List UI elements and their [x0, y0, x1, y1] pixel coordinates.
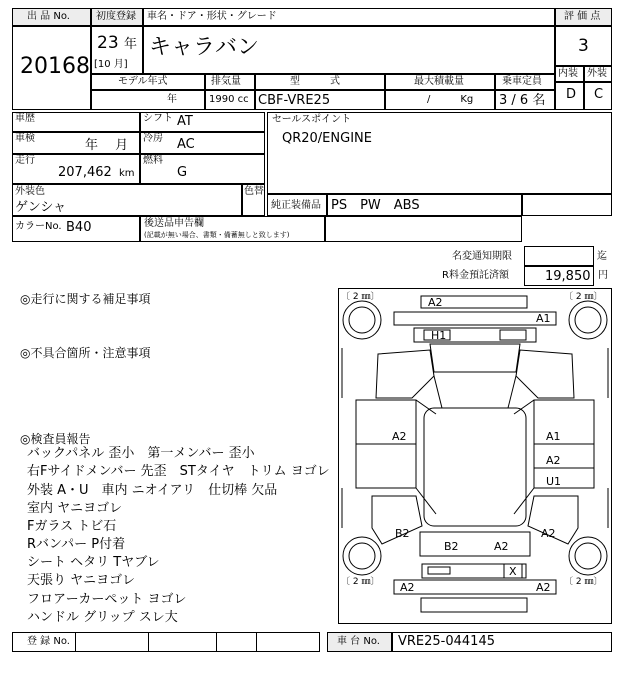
- model-year-label: モデル年式: [118, 76, 168, 87]
- score: 3: [578, 36, 589, 56]
- mileage-label: 走行: [15, 155, 35, 166]
- ac-label: 冷房: [143, 133, 163, 144]
- history-label: 車歴: [15, 113, 35, 124]
- shift: AT: [177, 114, 193, 129]
- report-line: 天張り ヤニヨゴレ: [27, 573, 136, 588]
- mark-left-front-door: A2: [392, 430, 407, 443]
- cabin-outline-part: [376, 350, 434, 398]
- mileage-unit: km: [119, 168, 135, 179]
- docs-label: 後送品申告欄: [144, 218, 204, 229]
- mark-rear-bumper-right: A2: [536, 581, 551, 594]
- rear-bumper-part: [394, 580, 556, 594]
- mark-back-glass: X: [509, 565, 517, 578]
- recycle-unit: 円: [598, 270, 608, 281]
- exterior-label: 外装: [587, 68, 607, 79]
- mark-back-door-right: A2: [494, 540, 509, 553]
- back-door-part: [420, 532, 530, 556]
- reg-no-divider: [75, 632, 76, 652]
- report-line: 右Fサイドメンバー 先歪 STタイヤ トリム ヨゴレ: [27, 464, 330, 479]
- sales-point-label: セールスポイント: [272, 114, 352, 125]
- mark-rear-bumper-left: A2: [400, 581, 415, 594]
- fuel: G: [177, 165, 188, 180]
- equipment-label: 純正装備品: [271, 200, 321, 211]
- equipment: PS PW ABS: [331, 198, 420, 213]
- lot-no: 20168: [20, 54, 90, 79]
- type: CBF-VRE25: [258, 93, 331, 108]
- score-label: 評 価 点: [564, 11, 601, 22]
- tire-depth-bottom-right: 〔 2 ㎜〕: [564, 577, 603, 587]
- tire-depth-top-left: 〔 2 ㎜〕: [341, 292, 380, 302]
- report-line: Fガラス トビ石: [27, 519, 117, 534]
- first-reg-month: [10 月]: [94, 59, 128, 70]
- driving-label: ◎走行に関する補足事項: [20, 292, 151, 306]
- notice-box: [524, 246, 594, 266]
- report-line: シート ヘタリ Tヤブレ: [27, 555, 160, 570]
- mark-right-rear-door-2: U1: [546, 475, 562, 488]
- hood-part: [430, 344, 520, 372]
- fuel-label: 燃料: [143, 155, 163, 166]
- equipment-extra-cell: [522, 194, 612, 216]
- model-year-cell: [91, 90, 205, 110]
- report-line: フロアーカーペット ヨゴレ: [27, 592, 187, 607]
- color-no-label: カラーNo.: [15, 221, 62, 232]
- mark-front-bumper: A2: [428, 296, 443, 309]
- chassis-no: VRE25-044145: [398, 634, 495, 649]
- color: ゲンシャ: [15, 200, 67, 215]
- max-load: / Kg: [427, 94, 474, 105]
- docs-note: (記載が無い場合、書類・備蓄無しと致します): [144, 231, 290, 239]
- capacity: 3 / 6 名: [499, 93, 546, 108]
- recycle: 19,850: [545, 269, 591, 284]
- displacement-label: 排気量: [211, 76, 241, 87]
- report-line: 室内 ヤニヨゴレ: [27, 501, 123, 516]
- front-grille-part: [394, 312, 556, 325]
- first-reg-label: 初度登録: [96, 11, 136, 22]
- exterior-grade: C: [594, 87, 604, 102]
- mark-right-rear-quarter: A2: [541, 527, 556, 540]
- mark-left-rear-quarter: B2: [395, 527, 410, 540]
- tire-depth-bottom-left: 〔 2 ㎜〕: [341, 577, 380, 587]
- ac: AC: [177, 137, 195, 152]
- mark-front-grille: A1: [536, 312, 551, 325]
- notice-unit: 迄: [597, 251, 607, 262]
- lot-no-label: 出 品 No.: [27, 11, 70, 22]
- displacement: 1990 cc: [209, 94, 249, 105]
- reg-no-divider: [148, 632, 149, 652]
- report-line: Rバンパー P付着: [27, 537, 126, 552]
- interior-label: 内装: [558, 68, 578, 79]
- chassis-no-label: 車 台 No.: [337, 636, 380, 647]
- docs-extra-cell: [325, 216, 522, 242]
- color-no: B40: [66, 220, 92, 235]
- sales-point: QR20/ENGINE: [282, 131, 372, 146]
- first-reg-year-unit: 年: [124, 37, 138, 52]
- model-name-label: 車名・ドア・形状・グレード: [147, 11, 277, 22]
- mark-headlight: H1: [431, 329, 447, 342]
- max-load-label: 最大積載量: [414, 76, 464, 87]
- interior-grade: D: [566, 87, 577, 102]
- inspection: 年 月: [85, 138, 129, 153]
- capacity-label: 乗車定員: [502, 76, 542, 87]
- roof-part: [424, 408, 526, 526]
- defects-label: ◎不具合箇所・注意事項: [20, 346, 151, 360]
- first-reg-year: 23: [97, 33, 119, 53]
- mark-right-front-door: A1: [546, 430, 561, 443]
- tire-depth-top-right: 〔 2 ㎜〕: [564, 292, 603, 302]
- report-line: 外装 A・U 車内 ニオイアリ 仕切棒 欠品: [27, 483, 278, 498]
- mark-back-door-left: B2: [444, 540, 459, 553]
- color-label: 外装色: [15, 186, 45, 197]
- car-diagram: [338, 288, 612, 624]
- report-line: ハンドル グリップ スレ大: [27, 610, 178, 625]
- repaint-label: 色替: [244, 186, 264, 197]
- reg-no-label: 登 録 No.: [27, 636, 70, 647]
- reg-no-divider: [216, 632, 217, 652]
- type-label: 型 式: [290, 76, 340, 87]
- inspector-label: ◎検査員報告: [20, 432, 91, 446]
- shift-label: シフト: [143, 113, 173, 124]
- model-name: キャラバン: [149, 35, 260, 60]
- recycle-label: R料金預託済額: [442, 270, 509, 281]
- inspection-label: 車検: [15, 133, 35, 144]
- notice-label: 名変通知期限: [452, 251, 512, 262]
- model-year: 年: [167, 94, 177, 105]
- mileage: 207,462: [58, 165, 112, 180]
- report-line: バックパネル 歪小 第一メンバー 歪小: [27, 446, 255, 461]
- mark-right-rear-door: A2: [546, 454, 561, 467]
- reg-no-divider: [256, 632, 257, 652]
